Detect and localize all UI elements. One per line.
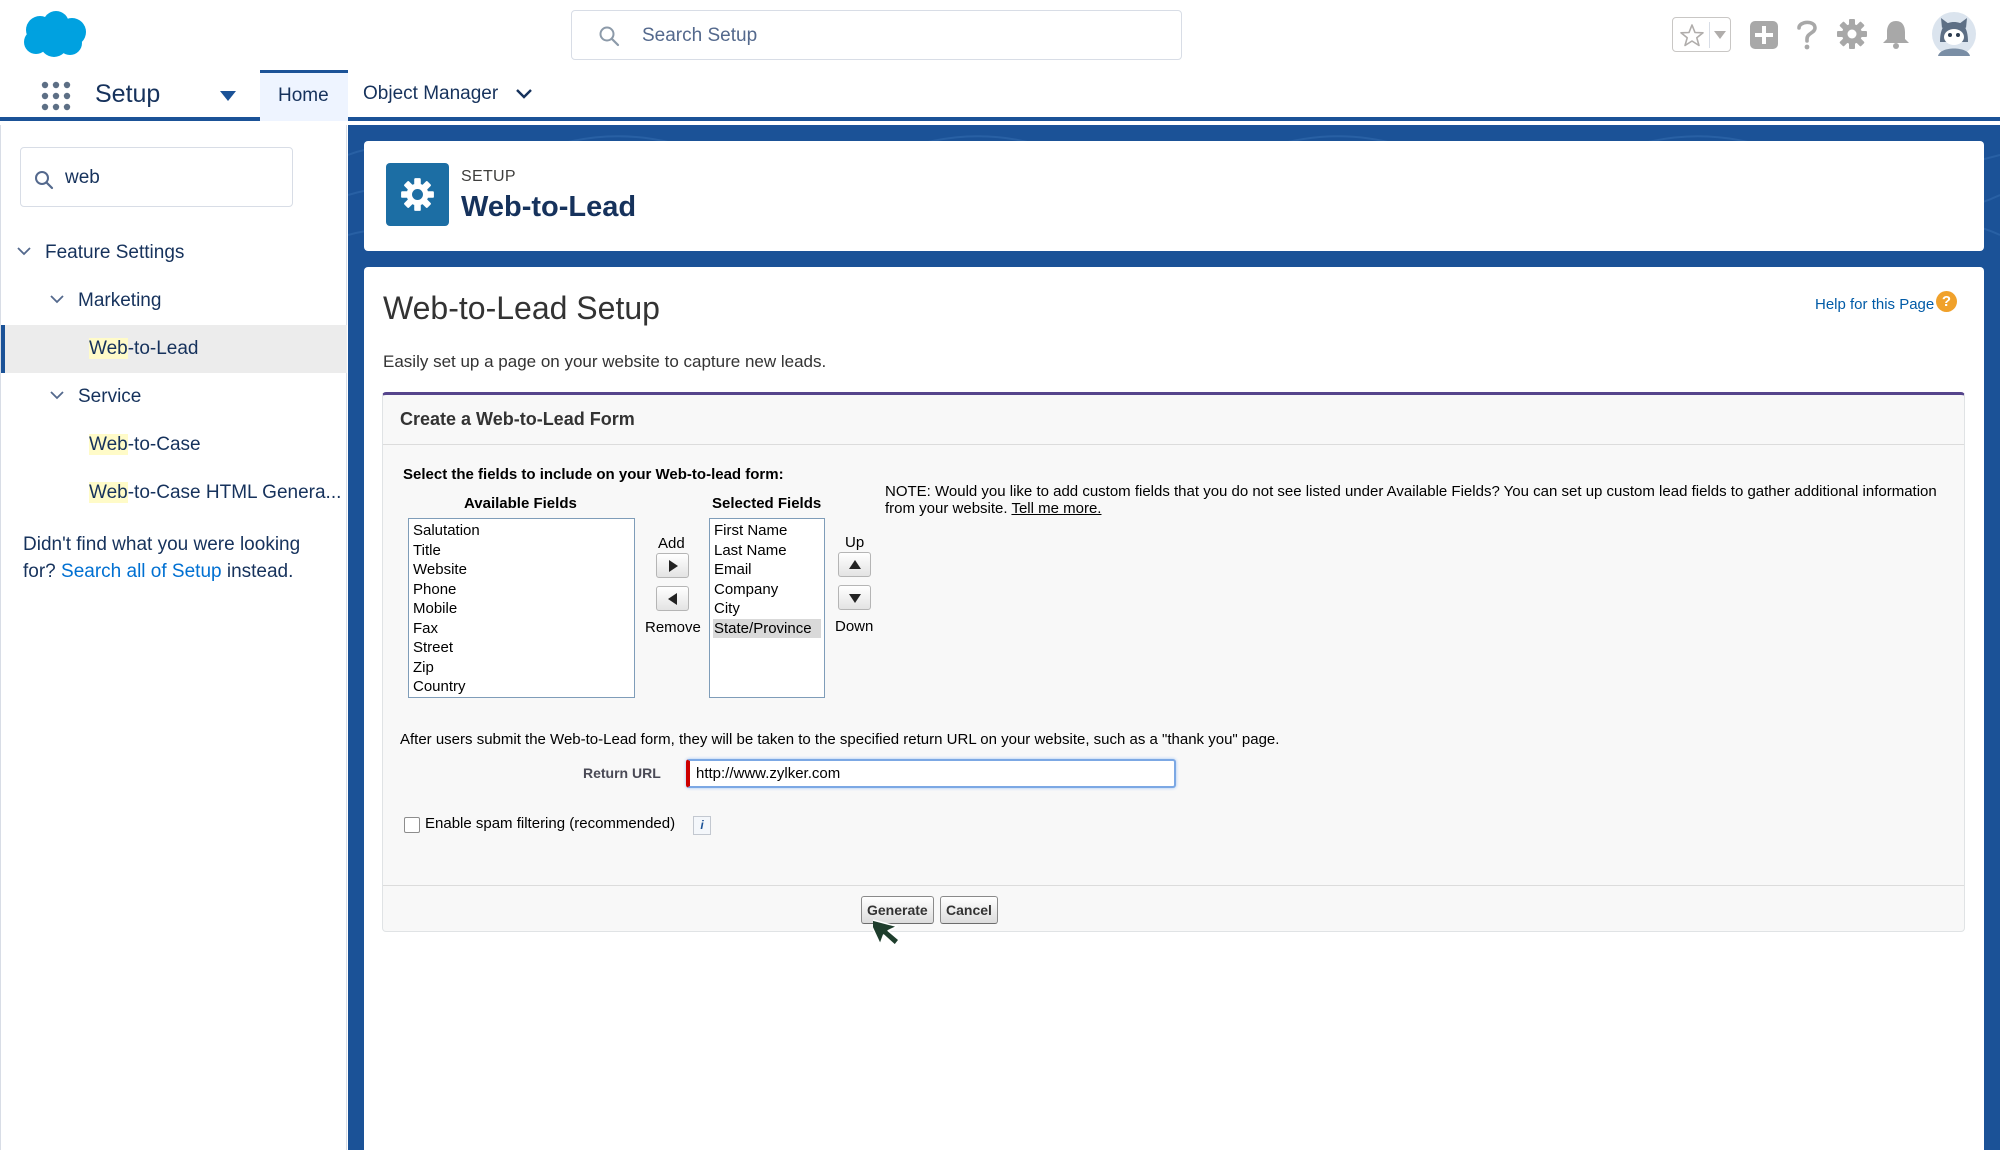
move-down-button[interactable] (838, 585, 871, 610)
page-header-eyebrow: SETUP (461, 168, 516, 185)
selected-field-option[interactable]: First Name (714, 522, 788, 539)
selected-fields-list[interactable] (709, 518, 825, 698)
search-icon (598, 25, 620, 47)
arrow-left-icon (667, 593, 679, 605)
return-url-input[interactable] (686, 759, 1176, 788)
page-header-title: Web-to-Lead (461, 191, 637, 223)
custom-fields-note (885, 483, 1945, 517)
arrow-down-icon (849, 592, 861, 604)
selected-field-option[interactable]: Last Name (714, 541, 787, 559)
available-field-option[interactable]: Street (413, 639, 454, 656)
selected-field-option[interactable]: State/Province (713, 619, 821, 639)
tab-object-manager[interactable]: Object Manager (363, 83, 499, 104)
tree-item-label-rest: -to-Case HTML Genera... (127, 482, 342, 503)
spam-filtering-label: Enable spam filtering (recommended) (425, 815, 676, 832)
global-header (0, 0, 2000, 66)
setup-sidebar (0, 125, 347, 1150)
tree-item-feature-settings[interactable] (1, 229, 347, 277)
return-url-explanation: After users submit the Web-to-Lead form, they will be taken to the specified return URL on your website, such as a "thank you" page. (400, 731, 1280, 748)
available-fields-header: Available Fields (464, 495, 577, 512)
tree-item-label (89, 338, 199, 360)
selected-field-option[interactable]: Email (714, 561, 752, 578)
search-setup-input[interactable] (642, 23, 1162, 49)
page-header (364, 141, 1984, 251)
tree-item-label-rest: -to-Case (127, 434, 201, 455)
selected-field-option[interactable]: City (714, 600, 740, 617)
search-match-highlight: Web (89, 482, 128, 503)
available-field-option[interactable]: Country (413, 678, 466, 695)
move-up-button[interactable] (838, 552, 871, 577)
search-icon (34, 170, 54, 190)
quick-find-input[interactable] (65, 165, 285, 191)
tree-item-label-rest: -to-Lead (127, 338, 199, 359)
selected-field-option[interactable]: Company (714, 580, 779, 598)
tree-item-label (89, 434, 201, 456)
tree-item-service[interactable] (1, 373, 347, 421)
global-add-icon[interactable] (1749, 20, 1779, 50)
down-label: Down (835, 618, 874, 635)
arrow-up-icon (849, 559, 861, 571)
not-found-message (23, 531, 333, 585)
object-manager-chevron-down-icon[interactable] (516, 89, 532, 99)
available-field-option[interactable]: Zip (413, 658, 434, 676)
search-match-highlight: Web (89, 338, 128, 359)
notifications-bell-icon[interactable] (1881, 18, 1911, 50)
add-label: Add (658, 535, 685, 552)
tab-home[interactable] (260, 70, 348, 121)
cancel-button[interactable]: Cancel (940, 896, 998, 924)
form-block-header (383, 395, 1964, 445)
return-url-label: Return URL (583, 765, 661, 781)
remove-field-button[interactable] (656, 586, 689, 611)
global-search[interactable] (571, 10, 1182, 60)
available-field-option[interactable]: Website (413, 561, 467, 578)
tree-item-label: Service (78, 386, 142, 407)
context-bar (0, 66, 2000, 121)
setup-content-panel (364, 267, 1984, 1150)
not-found-text-end: instead. (221, 561, 294, 582)
app-menu-chevron-down-icon[interactable] (220, 91, 236, 101)
info-icon[interactable]: i (693, 816, 711, 835)
up-label: Up (845, 534, 865, 551)
remove-label: Remove (645, 619, 701, 636)
page-description: Easily set up a page on your website to capture new leads. (383, 352, 827, 371)
available-field-option[interactable]: Mobile (413, 600, 458, 617)
divider (1709, 22, 1710, 48)
select-fields-label: Select the fields to include on your Web-to-lead form: (403, 466, 784, 483)
chevron-down-icon[interactable] (50, 295, 64, 304)
arrow-right-icon (667, 560, 679, 572)
available-field-option[interactable]: Title (413, 541, 441, 559)
spam-filtering-checkbox[interactable] (404, 817, 420, 833)
help-icon[interactable] (1796, 19, 1818, 51)
tab-home-label: Home (278, 85, 329, 106)
favorites-button-group[interactable] (1672, 17, 1731, 52)
salesforce-cloud-logo[interactable] (20, 10, 88, 58)
favorites-star-icon[interactable] (1679, 23, 1705, 47)
available-fields-list[interactable] (408, 518, 635, 698)
help-for-this-page-link[interactable]: Help for this Page (1815, 296, 1935, 313)
add-field-button[interactable] (656, 553, 689, 578)
search-match-highlight: Web (89, 434, 128, 455)
quick-find-box[interactable] (20, 147, 293, 207)
form-button-bar (383, 885, 1964, 932)
user-avatar[interactable] (1932, 12, 1976, 56)
chevron-down-icon[interactable] (50, 391, 64, 400)
available-field-option[interactable]: Fax (413, 619, 439, 637)
mouse-pointer-icon (873, 911, 915, 957)
form-block-title: Create a Web-to-Lead Form (400, 409, 635, 429)
search-all-setup-link[interactable]: Search all of Setup (61, 561, 222, 582)
app-launcher-icon[interactable] (40, 80, 72, 112)
setup-gear-icon (386, 163, 449, 226)
tree-item-marketing[interactable] (1, 277, 347, 325)
available-field-option[interactable]: Phone (413, 580, 457, 598)
tree-item-web-to-case-html-generator[interactable] (1, 469, 347, 517)
note-text: NOTE: Would you like to add custom fields that you do not see listed under Available Fields? You can set up custom lead fields to gather additional information from your website. (885, 483, 1937, 517)
not-found-text: Didn't find what you were looking for? (23, 534, 301, 582)
create-form-block (382, 392, 1965, 932)
page-title: Web-to-Lead Setup (383, 290, 660, 326)
tree-item-label: Marketing (78, 290, 162, 311)
generate-button[interactable]: Generate (861, 896, 934, 924)
app-name: Setup (95, 80, 161, 108)
selected-fields-header: Selected Fields (712, 495, 822, 512)
tree-item-web-to-case[interactable] (1, 421, 347, 469)
tree-item-label: Feature Settings (45, 242, 185, 263)
chevron-down-icon[interactable] (17, 247, 31, 256)
tell-me-more-link[interactable]: Tell me more. (1011, 500, 1102, 517)
help-question-icon[interactable]: ? (1936, 291, 1957, 312)
favorites-list-chevron-icon[interactable] (1714, 31, 1726, 39)
setup-gear-icon[interactable] (1836, 18, 1868, 50)
available-field-option[interactable]: Salutation (413, 522, 480, 539)
tree-item-label (89, 482, 341, 504)
tree-item-web-to-lead[interactable] (1, 325, 347, 373)
